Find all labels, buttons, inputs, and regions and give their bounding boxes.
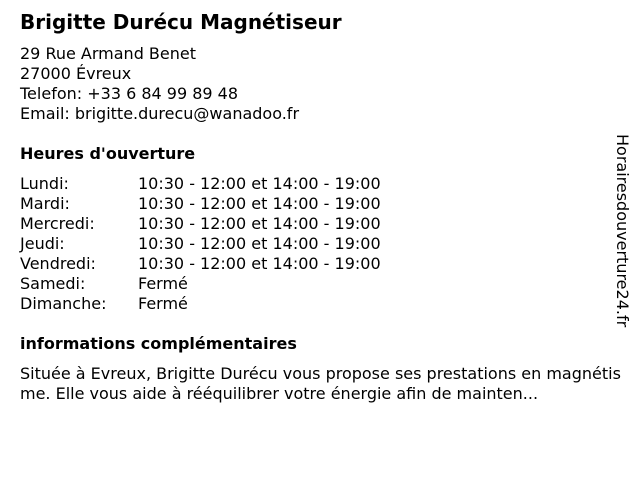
hours-value: Fermé [138,274,188,293]
street-address: 29 Rue Armand Benet [20,44,197,63]
hours-value: 10:30 - 12:00 et 14:00 - 19:00 [138,194,381,213]
description-text: Située à Evreux, Brigitte Durécu vous propose ses prestations en magnétisme. Elle vous aide à rééquilibrer votre énergie afin de mainten... [20,364,621,403]
hours-value: Fermé [138,294,188,313]
email-line: Email: brigitte.durecu@wanadoo.fr [20,104,300,123]
additional-info-heading: informations complémentaires [20,334,297,353]
day-label: Mardi: [20,194,70,213]
hours-row-thursday [20,234,381,254]
phone-line: Telefon: +33 6 84 99 89 48 [20,84,239,103]
hours-value: 10:30 - 12:00 et 14:00 - 19:00 [138,254,381,273]
hours-row-sunday [20,294,381,314]
day-label: Samedi: [20,274,86,293]
site-watermark: Horairesdouverture24.fr [613,134,632,328]
day-label: Lundi: [20,174,69,193]
hours-value: 10:30 - 12:00 et 14:00 - 19:00 [138,174,381,193]
day-label: Jeudi: [20,234,65,253]
hours-row-wednesday [20,214,381,234]
day-label: Mercredi: [20,214,95,233]
day-label: Dimanche: [20,294,107,313]
hours-value: 10:30 - 12:00 et 14:00 - 19:00 [138,234,381,253]
city-address: 27000 Évreux [20,64,132,83]
hours-value: 10:30 - 12:00 et 14:00 - 19:00 [138,214,381,233]
opening-hours-table [20,174,381,314]
opening-hours-heading: Heures d'ouverture [20,144,196,163]
hours-row-tuesday [20,194,381,214]
hours-row-saturday [20,274,381,294]
description-block [20,336,630,404]
business-name: Brigitte Durécu Magnétiseur [20,10,342,34]
hours-row-monday [20,174,381,194]
contact-block [20,44,299,124]
hours-row-friday [20,254,381,274]
day-label: Vendredi: [20,254,96,273]
